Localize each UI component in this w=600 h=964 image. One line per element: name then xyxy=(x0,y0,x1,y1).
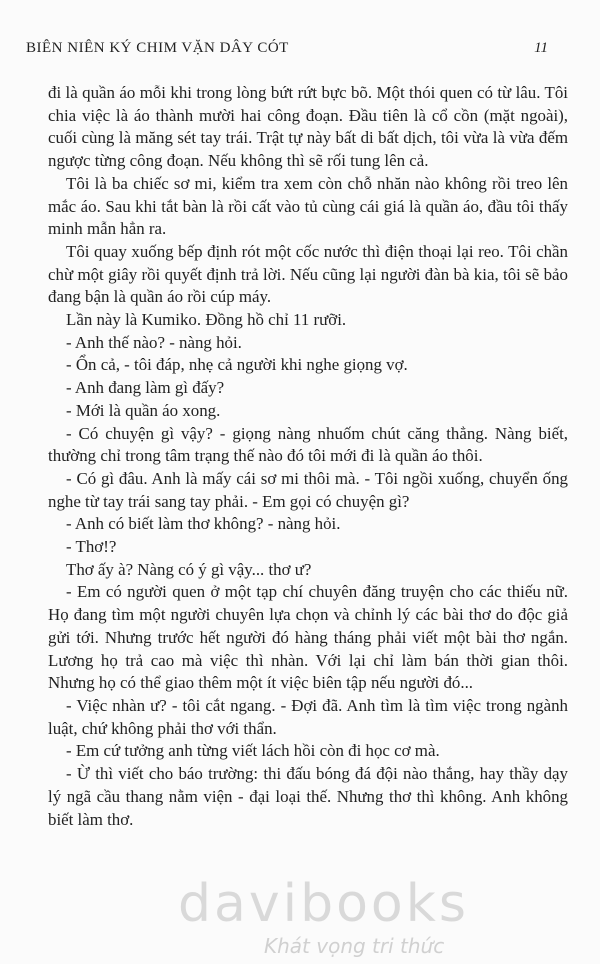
page-header xyxy=(26,40,548,62)
dialogue-line: - Việc nhàn ư? - tôi cắt ngang. - Đợi đã. Anh tìm là tìm việc trong ngành luật, chứ không phải thơ với thẩn. xyxy=(48,695,568,738)
dialogue-line: - Có gì đâu. Anh là mấy cái sơ mi thôi mà. - Tôi ngồi xuống, chuyển ống nghe từ tay trái sang tay phải. - Em gọi có chuyện gì? xyxy=(48,468,568,511)
paragraph: Thơ ấy à? Nàng có ý gì vậy... thơ ư? xyxy=(66,559,312,579)
dialogue-line: - Em có người quen ở một tạp chí chuyên đăng truyện cho các thiếu nữ. Họ đang tìm một người chuyên lựa chọn và chỉnh lý các bài thơ do độc giả gửi tới. Nhưng trước hết người đó hàng tháng phải viết một bài thơ ngắn. Lương họ trả cao mà việc thì nhàn. Với lại chỉ làm bán thời gian thôi. Nhưng họ có thể giao thêm một ít việc biên tập nếu người đó... xyxy=(48,582,568,693)
dialogue-line: - Anh có biết làm thơ không? - nàng hỏi. xyxy=(66,514,341,534)
paragraph: Tôi quay xuống bếp định rót một cốc nước thì điện thoại lại reo. Tôi chần chừ một giây rồi quyết định trả lời. Nếu cũng lại người đàn bà kia, tôi sẽ bảo đang bận là quần áo rồi cúp máy. xyxy=(48,241,568,307)
watermark-slogan: Khát vọng tri thức xyxy=(264,934,445,958)
dialogue-line: - Anh đang làm gì đấy? xyxy=(66,378,225,398)
dialogue-line: - Anh thế nào? - nàng hỏi. xyxy=(66,332,242,352)
running-title: BIÊN NIÊN KÝ CHIM VẶN DÂY CÓT xyxy=(26,40,289,56)
paragraph: đi là quần áo mỗi khi trong lòng bứt rứt bực bõ. Một thói quen có từ lâu. Tôi chia việc là áo thành mười hai công đoạn. Đầu tiên là cổ cồn (mặt ngoài), cuối cùng là măng sét tay trái. Trật tự này bất di bất dịch, tôi vừa là vừa đếm ngược từng công đoạn. Nếu không thì sẽ rối tung lên cả. xyxy=(48,83,568,171)
dialogue-line: - Ừ thì viết cho báo trường: thi đấu bóng đá đội nào thắng, hay thầy dạy lý ngã cầu thang nằm viện - đại loại thế. Nhưng thơ thì không. Anh không biết làm thơ. xyxy=(48,764,568,829)
dialogue-line: - Em cứ tưởng anh từng viết lách hồi còn đi học cơ mà. xyxy=(66,741,440,761)
paragraph: Lần này là Kumiko. Đồng hồ chỉ 11 rưỡi. xyxy=(66,310,347,330)
dialogue-line: - Mới là quần áo xong. xyxy=(66,400,221,420)
dialogue-line: - Thơ!? xyxy=(66,537,117,557)
watermark-brand: davibooks xyxy=(178,874,469,934)
dialogue-line: - Ổn cả, - tôi đáp, nhẹ cả người khi nghe giọng vợ. xyxy=(66,355,408,375)
dialogue-line: - Có chuyện gì vậy? - giọng nàng nhuốm chút căng thẳng. Nàng biết, thường chỉ trong tâm trạng thế nào đó tôi mới đi là quần áo thôi. xyxy=(48,423,568,466)
page-number: 11 xyxy=(534,40,548,56)
body-text xyxy=(48,82,568,831)
paragraph: Tôi là ba chiếc sơ mi, kiểm tra xem còn chỗ nhăn nào không rồi treo lên mắc áo. Sau khi tắt bàn là rồi cất vào tủ cùng cái giá là quần áo, đầu tôi thấy minh mẫn hẳn ra. xyxy=(48,173,568,239)
watermark xyxy=(178,874,598,964)
